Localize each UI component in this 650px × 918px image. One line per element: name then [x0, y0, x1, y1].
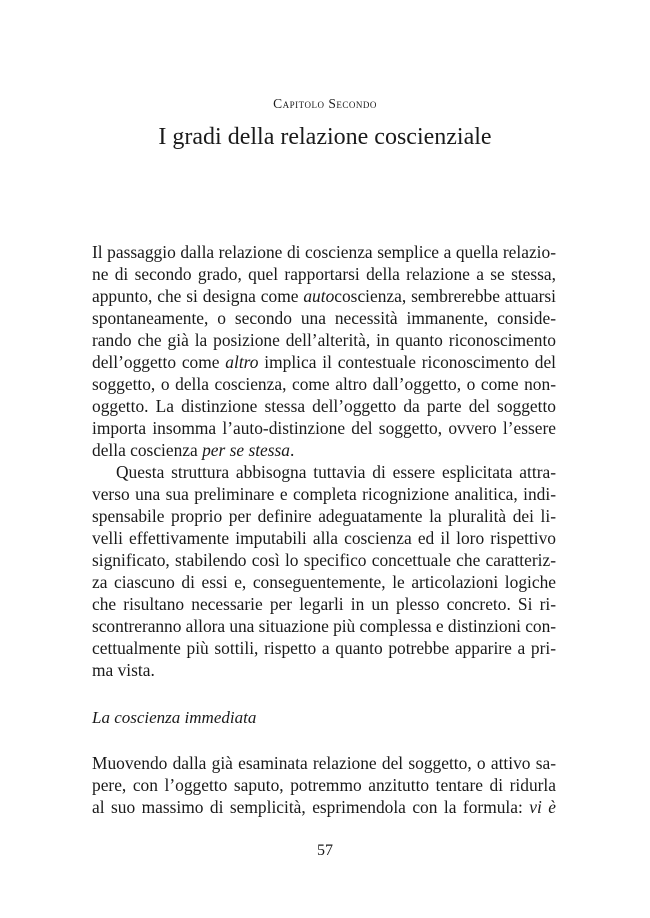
text-line: che risultano necessarie per legarli in un plesso concreto. Si ri- [92, 594, 556, 614]
section-heading: La coscienza immediata [92, 708, 257, 727]
text-line: ne di secondo grado, quel rapportarsi della relazione a se stessa, [92, 264, 556, 284]
text-line: Muovendo dalla già esaminata relazione del soggetto, o attivo sa- [92, 753, 556, 773]
paragraph-3 [92, 752, 556, 818]
text-line: za ciascuno di essi e, conseguentemente, le articolazioni logiche [92, 572, 556, 592]
text-line: Questa struttura abbisogna tuttavia di essere esplicitata attra- [116, 462, 556, 482]
paragraph-1 [92, 241, 556, 461]
text-line: soggetto, o della coscienza, come altro dall’oggetto, o come non- [92, 374, 556, 394]
text-line: velli effettivamente imputabili alla coscienza ed il loro rispettivo [92, 528, 556, 548]
text-line: significato, stabilendo così lo specifico concettuale che caratteriz- [92, 550, 556, 570]
text-line: spontaneamente, o secondo una necessità immanente, conside- [92, 308, 556, 328]
page-number: 57 [317, 842, 333, 859]
text-line: cettualmente più sottili, rispetto a quanto potrebbe apparire a pri- [92, 638, 556, 658]
text-line: rando che già la posizione dell’alterità, in quanto riconoscimento [92, 330, 556, 350]
text-line: importa insomma l’auto-distinzione del soggetto, ovvero l’essere [92, 418, 556, 438]
text-line: oggetto. La distinzione stessa dell’oggetto da parte del soggetto [92, 396, 556, 416]
text-line: al suo massimo di semplicità, esprimendola con la formula: vi è [92, 797, 556, 817]
text-line: appunto, che si designa come autocoscienza, sembrerebbe attuarsi [92, 286, 556, 306]
chapter-title: I gradi della relazione coscienziale [158, 124, 492, 150]
text-line: pere, con l’oggetto saputo, potremmo anzitutto tentare di ridurla [92, 775, 556, 795]
text-line: Il passaggio dalla relazione di coscienza semplice a quella relazio- [92, 242, 556, 262]
paragraph-2 [92, 461, 556, 681]
text-line: della coscienza per se stessa. [92, 440, 295, 460]
chapter-label: Capitolo Secondo [273, 96, 377, 111]
text-line: spensabile proprio per definire adeguatamente la pluralità dei li- [92, 506, 556, 526]
text-line: ma vista. [92, 660, 155, 680]
text-line: scontreranno allora una situazione più complessa e distinzioni con- [92, 616, 556, 636]
text-line: dell’oggetto come altro implica il contestuale riconoscimento del [92, 352, 556, 372]
text-line: verso una sua preliminare e completa ricognizione analitica, indi- [92, 484, 556, 504]
